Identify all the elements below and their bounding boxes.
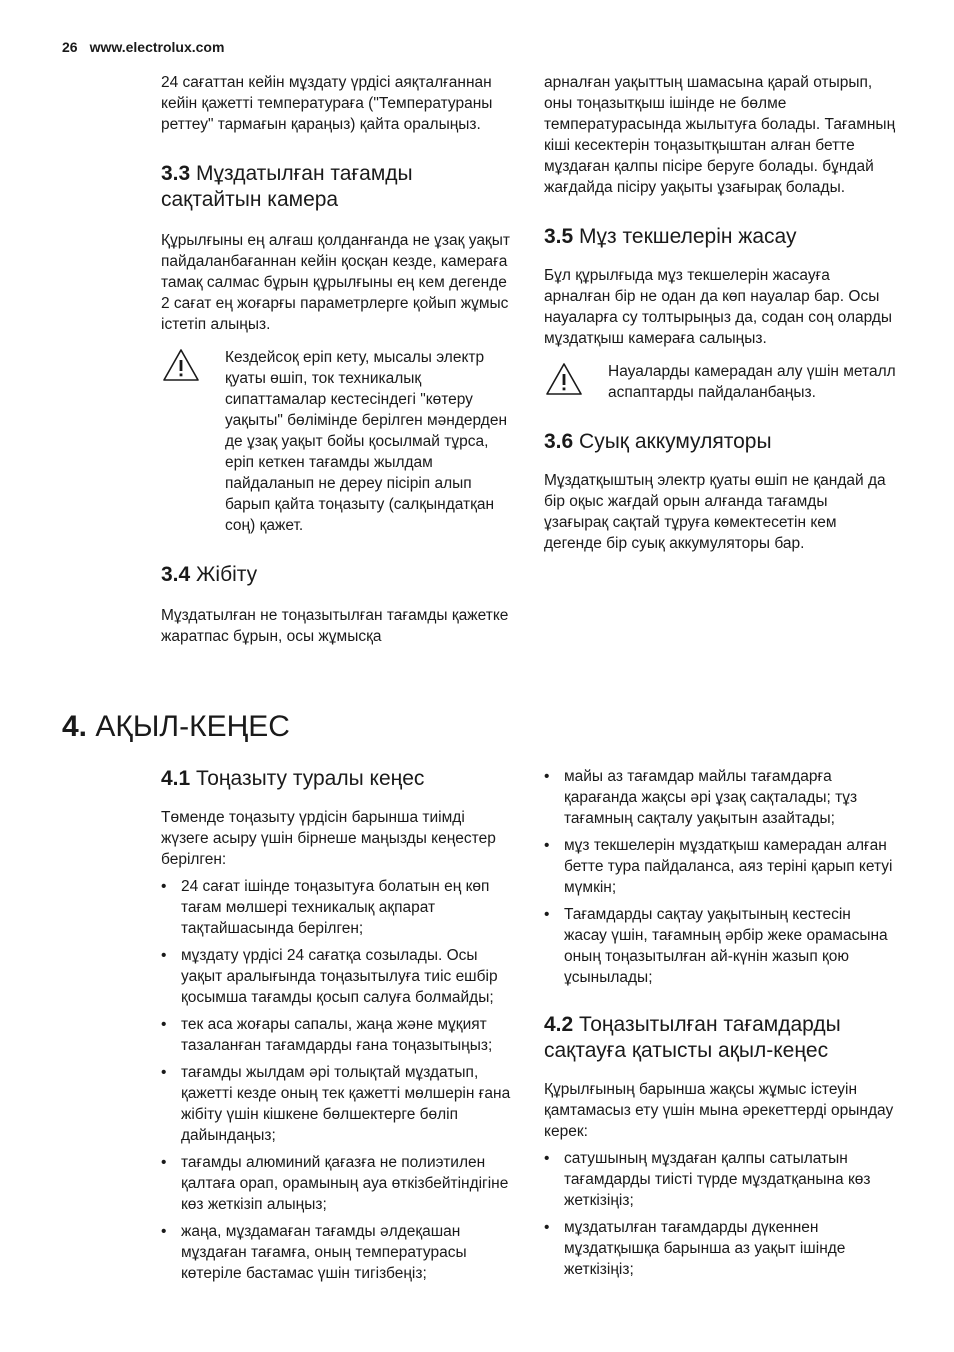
section-title: Тоңазытылған тағамдарды сақтауға қатысты ақыл-кеңес: [544, 1013, 841, 1062]
section-4-1-body: Төменде тоңазыту үрдісін барынша тиімді жүзеге асыру үшін бірнеше маңызды кеңестер берілген:: [161, 809, 496, 868]
chapter-4-heading: [62, 710, 290, 744]
section-title: Жібіту: [196, 563, 258, 586]
bullet: •: [544, 906, 550, 923]
page-header: [62, 39, 224, 55]
section-3-5-body: Бұл құрылғыда мұз текшелерін жасауға арналған бір не одан да көп науалар бар. Осы науаларға су толтырыңыз да, содан соң оларды мұздатқыш камераға салыңыз.: [544, 267, 893, 347]
bullet: •: [161, 1223, 167, 1240]
bullet: •: [544, 837, 550, 854]
section-number: 3.5: [544, 225, 574, 248]
section-title: Суық аккумуляторы: [579, 430, 772, 453]
list-item-text: Тағамдарды сақтау уақытының кестесін жасау үшін, тағамның әрбір жеке орамасына оның тоңазытылған ай-күнін жазып қою ұсынылады;: [564, 906, 888, 986]
section-3-4-heading: [161, 562, 513, 588]
warning-icon: [544, 361, 584, 397]
bullet: •: [544, 768, 550, 785]
warning-icon: [161, 347, 201, 383]
list-item-text: мұздатылған тағамдарды дүкеннен мұздатқышқа барынша аз уақыт ішінде жеткізіңіз;: [564, 1219, 846, 1278]
list-item-text: мұз текшелерін мұздатқыш камерадан алған бетте тура пайдаланса, аяз теріні қарып кетуі мүмкін;: [564, 837, 893, 896]
list-item-text: мұздату үрдісі 24 сағатқа созылады. Осы уақыт аралығында тоңазытылуға тиіс ешбір қосымша тағамды қосып салуға болмайды;: [181, 947, 498, 1006]
list-item: [161, 945, 513, 1008]
list-item: [544, 835, 896, 898]
section-title: Тоңазыту туралы кеңес: [196, 767, 425, 790]
intro-paragraph: 24 сағаттан кейін мұздату үрдісі аяқталғаннан кейін қажетті температураға ("Температураны реттеу" тармағын қараңыз) қайта оралыңыз.: [161, 74, 493, 133]
section-3-4-body: Мұздатылған не тоңазытылған тағамды қажетке жаратпас бұрын, осы жұмысқа: [161, 607, 509, 645]
section-number: 3.6: [544, 430, 574, 453]
list-item-text: тек аса жоғары сапалы, жаңа және мұқият тазаланған тағамдарды ғана тоңазытыңыз;: [181, 1016, 493, 1054]
chapter-title: АҚЫЛ-КЕҢЕС: [95, 710, 290, 743]
bullet: •: [161, 1016, 167, 1033]
section-3-3-body: Құрылғыны ең алғаш қолданғанда не ұзақ уақыт пайдаланбағаннан кейін қосқан кезде, камераға тамақ салмас бұрын құрылғыны ең кем дегенде 2 сағат ең жоғарғы параметрлерге қойып жұмыс істетіп алыңыз.: [161, 232, 510, 333]
left-column-bottom: [161, 766, 513, 1290]
section-3-6-body: Мұздатқыштың электр қуаты өшіп не қандай да бір оқыс жағдай орын алғанда тағамды ұзағырақ сақтай тұруға көмектесетін кем дегенде бір суық аккумуляторы бар.: [544, 472, 886, 552]
site-url: www.electrolux.com: [89, 39, 225, 55]
warning-text: Науаларды камерадан алу үшін металл аспаптарды пайдаланбаңыз.: [608, 363, 896, 401]
tips-list: [161, 876, 513, 1284]
warning-block: [161, 347, 513, 536]
section-4-1-heading: [161, 766, 513, 792]
section-number: 3.4: [161, 563, 191, 586]
list-item-text: тағамды жылдам әрі толықтай мұздатып, қажетті кезде оның тек қажетті мөлшерін ғана жібіту үшін кішкене бөлшектерге бөліп дайындаңыз;: [181, 1064, 511, 1144]
continued-paragraph: арналған уақыттың шамасына қарай отырып, оны тоңазытқыш ішінде не бөлме температурасында жылытуға болады. Тағамның кіші кесектерін тоңазытқыштан алған бетте мұздаған қалпы пісіре беруге болады. бұндай жағдайда пісіру уақыты ұзағырақ болады.: [544, 74, 896, 196]
list-item: [161, 1221, 513, 1284]
section-title: Мұздатылған тағамды сақтайтын камера: [161, 162, 413, 211]
section-number: 3.3: [161, 162, 191, 185]
section-4-2-heading: [544, 1012, 896, 1064]
section-3-3-heading: [161, 161, 513, 213]
tips-list-continued: [544, 766, 896, 988]
bullet: •: [161, 878, 167, 895]
page-number: 26: [62, 39, 78, 55]
list-item-text: 24 сағат ішінде тоңазытуға болатын ең көп тағам мөлшері техникалық ақпарат тақтайшасында берілген;: [181, 878, 490, 937]
right-column-bottom: [544, 766, 896, 1286]
section-number: 4.2: [544, 1013, 574, 1036]
list-item: [544, 1217, 896, 1280]
left-column-top: [161, 72, 513, 647]
bullet: •: [161, 1154, 167, 1171]
list-item-text: майы аз тағамдар майлы тағамдарға қарағанда жақсы әрі ұзақ сақталады; тұз тағамның сақталу уақытын азайтады;: [564, 768, 858, 827]
bullet: •: [161, 1064, 167, 1081]
chapter-number: 4.: [62, 710, 88, 743]
list-item-text: жаңа, мұздамаған тағамды әлдеқашан мұздаған тағамға, оның температурасы көтеріле бастамас үшін тигізбеңіз;: [181, 1223, 467, 1282]
list-item: [544, 904, 896, 988]
section-number: 4.1: [161, 767, 191, 790]
section-4-2-body: Құрылғының барынша жақсы жұмыс істеуін қамтамасыз ету үшін мына әрекеттерді орындау керек:: [544, 1081, 894, 1140]
list-item-text: сатушының мұздаған қалпы сатылатын тағамдарды тиісті түрде мұздатқанына көз жеткізіңіз;: [564, 1150, 871, 1209]
section-3-6-heading: [544, 429, 896, 455]
storage-tips-list: [544, 1148, 896, 1280]
section-title: Мұз текшелерін жасау: [579, 225, 797, 248]
list-item: [161, 1062, 513, 1146]
section-3-5-heading: [544, 224, 896, 250]
bullet: •: [544, 1150, 550, 1167]
bullet: •: [161, 947, 167, 964]
list-item-text: тағамды алюминий қағазға не полиэтилен қалтаға орап, орамының ауа өткізбейтіндігіне көз жеткізіп алыңыз;: [181, 1154, 509, 1213]
list-item: [544, 1148, 896, 1211]
list-item: [161, 876, 513, 939]
warning-text: Кездейсоқ еріп кету, мысалы электр қуаты өшіп, ток техникалық сипаттамалар кестесіндегі "көтеру уақыты" бөлімінде берілген мәндерден де ұзақ уақыт бойы қосылмай тұрса, еріп кеткен тағамды жылдам пайдаланып не дереу пісіріп алып барып қайта тоңазыту (салқындатқан соң) қажет.: [225, 349, 508, 534]
list-item: [161, 1014, 513, 1056]
warning-block: [544, 361, 896, 403]
right-column-top: [544, 72, 896, 554]
bullet: •: [544, 1219, 550, 1236]
list-item: [544, 766, 896, 829]
list-item: [161, 1152, 513, 1215]
